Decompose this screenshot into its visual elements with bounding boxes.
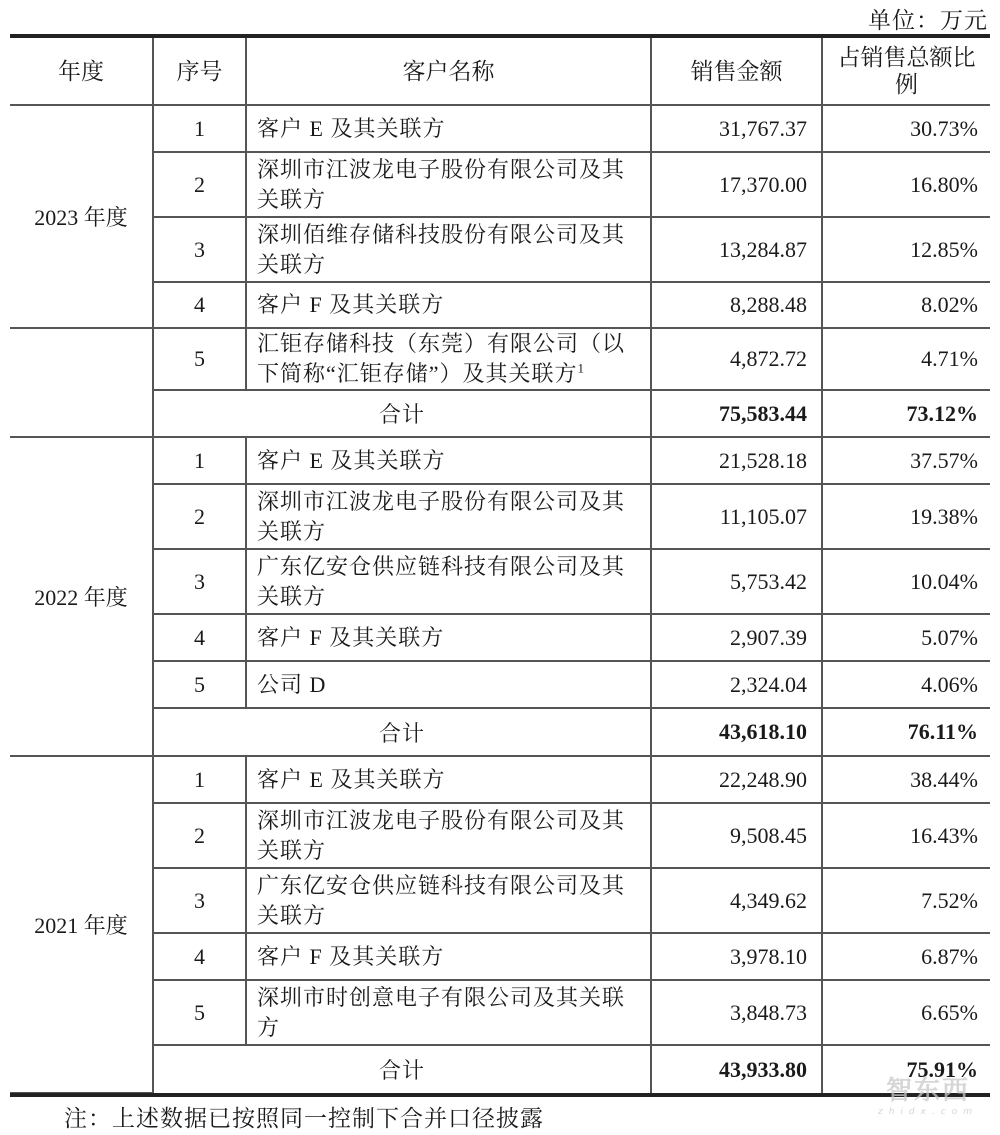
row-no: 2 [153, 484, 246, 549]
table-row [10, 614, 990, 661]
customer-name: 客户 F 及其关联方 [246, 282, 651, 328]
customer-name: 深圳市江波龙电子股份有限公司及其关联方 [246, 803, 651, 868]
sales-ratio: 6.87% [822, 933, 990, 980]
customer-name: 汇钜存储科技（东莞）有限公司（以下简称“汇钜存储”）及其关联方$^1$ [246, 328, 651, 390]
customer-name: 深圳市时创意电子有限公司及其关联方 [246, 980, 651, 1045]
sales-amount: 11,105.07 [651, 484, 822, 549]
customer-name: 深圳佰维存储科技股份有限公司及其关联方 [246, 217, 651, 282]
customer-name: 广东亿安仓供应链科技有限公司及其关联方 [246, 549, 651, 614]
row-no: 4 [153, 614, 246, 661]
table-row [10, 661, 990, 708]
sales-ratio: 19.38% [822, 484, 990, 549]
row-no: 3 [153, 217, 246, 282]
sales-ratio: 12.85% [822, 217, 990, 282]
sales-amount: 2,907.39 [651, 614, 822, 661]
total-ratio: 73.12% [822, 390, 990, 437]
total-label: 合计 [153, 1045, 651, 1093]
customer-name: 客户 E 及其关联方 [246, 105, 651, 152]
watermark-main: 智东西 [885, 1076, 970, 1106]
sales-amount: 9,508.45 [651, 803, 822, 868]
header-amount: 销售金额 [651, 38, 822, 105]
year-cell-2021: 2021 年度 [10, 756, 153, 1093]
table-row [10, 328, 990, 390]
sales-amount: 4,872.72 [651, 328, 822, 390]
total-amount: 75,583.44 [651, 390, 822, 437]
sales-amount: 5,753.42 [651, 549, 822, 614]
row-no: 2 [153, 803, 246, 868]
total-amount: 43,933.80 [651, 1045, 822, 1093]
watermark-sub: zhidx.com [877, 1107, 979, 1117]
watermark-logo [866, 1076, 990, 1128]
sales-ratio: 8.02% [822, 282, 990, 328]
year-cell-2022: 2022 年度 [10, 437, 153, 756]
footnote-text: 注：上述数据已按照同一控制下合并口径披露 [64, 1106, 544, 1131]
sales-amount: 8,288.48 [651, 282, 822, 328]
row-no: 1 [153, 105, 246, 152]
table-row [10, 549, 990, 614]
sales-ratio: 16.43% [822, 803, 990, 868]
sales-amount: 21,528.18 [651, 437, 822, 484]
table-row [10, 105, 990, 152]
total-label: 合计 [153, 390, 651, 437]
year-cell-2023: 2023 年度 [10, 105, 153, 328]
sales-ratio: 4.06% [822, 661, 990, 708]
sales-ratio: 4.71% [822, 328, 990, 390]
sales-ratio: 37.57% [822, 437, 990, 484]
sales-amount: 31,767.37 [651, 105, 822, 152]
top-customers-table [10, 38, 990, 1094]
sales-amount: 4,349.62 [651, 868, 822, 933]
total-row-2023 [10, 390, 990, 437]
year-cell-2023-continued [10, 328, 153, 437]
customer-name: 深圳市江波龙电子股份有限公司及其关联方 [246, 152, 651, 217]
sales-amount: 3,978.10 [651, 933, 822, 980]
table-row [10, 980, 990, 1045]
customer-name: 客户 E 及其关联方 [246, 756, 651, 803]
table-row [10, 868, 990, 933]
table-row [10, 803, 990, 868]
row-no: 3 [153, 868, 246, 933]
header-no: 序号 [153, 38, 246, 105]
table-row [10, 484, 990, 549]
row-no: 1 [153, 437, 246, 484]
table-bottom-rule [10, 1093, 990, 1097]
header-ratio: 占销售总额比例 [822, 38, 990, 105]
row-no: 4 [153, 933, 246, 980]
sales-amount: 2,324.04 [651, 661, 822, 708]
total-row-2022 [10, 708, 990, 756]
total-ratio: 76.11% [822, 708, 990, 756]
table-row [10, 437, 990, 484]
customer-name: 客户 E 及其关联方 [246, 437, 651, 484]
sales-amount: 3,848.73 [651, 980, 822, 1045]
row-no: 2 [153, 152, 246, 217]
sales-ratio: 5.07% [822, 614, 990, 661]
sales-ratio: 30.73% [822, 105, 990, 152]
total-amount: 43,618.10 [651, 708, 822, 756]
sales-amount: 22,248.90 [651, 756, 822, 803]
table-row [10, 217, 990, 282]
row-no: 5 [153, 661, 246, 708]
sales-ratio: 16.80% [822, 152, 990, 217]
sales-ratio: 10.04% [822, 549, 990, 614]
header-year: 年度 [10, 38, 153, 105]
sales-amount: 13,284.87 [651, 217, 822, 282]
row-no: 5 [153, 980, 246, 1045]
table-row [10, 282, 990, 328]
footnote-marker: 1 [577, 360, 586, 376]
table-row [10, 933, 990, 980]
customer-name: 客户 F 及其关联方 [246, 933, 651, 980]
customer-name: 客户 F 及其关联方 [246, 614, 651, 661]
sales-ratio: 6.65% [822, 980, 990, 1045]
total-label: 合计 [153, 708, 651, 756]
unit-label: 单位：万元 [868, 8, 988, 33]
customer-name: 广东亿安仓供应链科技有限公司及其关联方 [246, 868, 651, 933]
row-no: 3 [153, 549, 246, 614]
customer-name: 深圳市江波龙电子股份有限公司及其关联方 [246, 484, 651, 549]
row-no: 1 [153, 756, 246, 803]
total-ratio: 75.91% [822, 1045, 990, 1093]
sales-ratio: 38.44% [822, 756, 990, 803]
sales-amount: 17,370.00 [651, 152, 822, 217]
total-row-2021 [10, 1045, 990, 1093]
sales-ratio: 7.52% [822, 868, 990, 933]
row-no: 4 [153, 282, 246, 328]
table-row [10, 756, 990, 803]
table-row [10, 152, 990, 217]
customer-name: 公司 D [246, 661, 651, 708]
header-customer: 客户名称 [246, 38, 651, 105]
row-no: 5 [153, 328, 246, 390]
